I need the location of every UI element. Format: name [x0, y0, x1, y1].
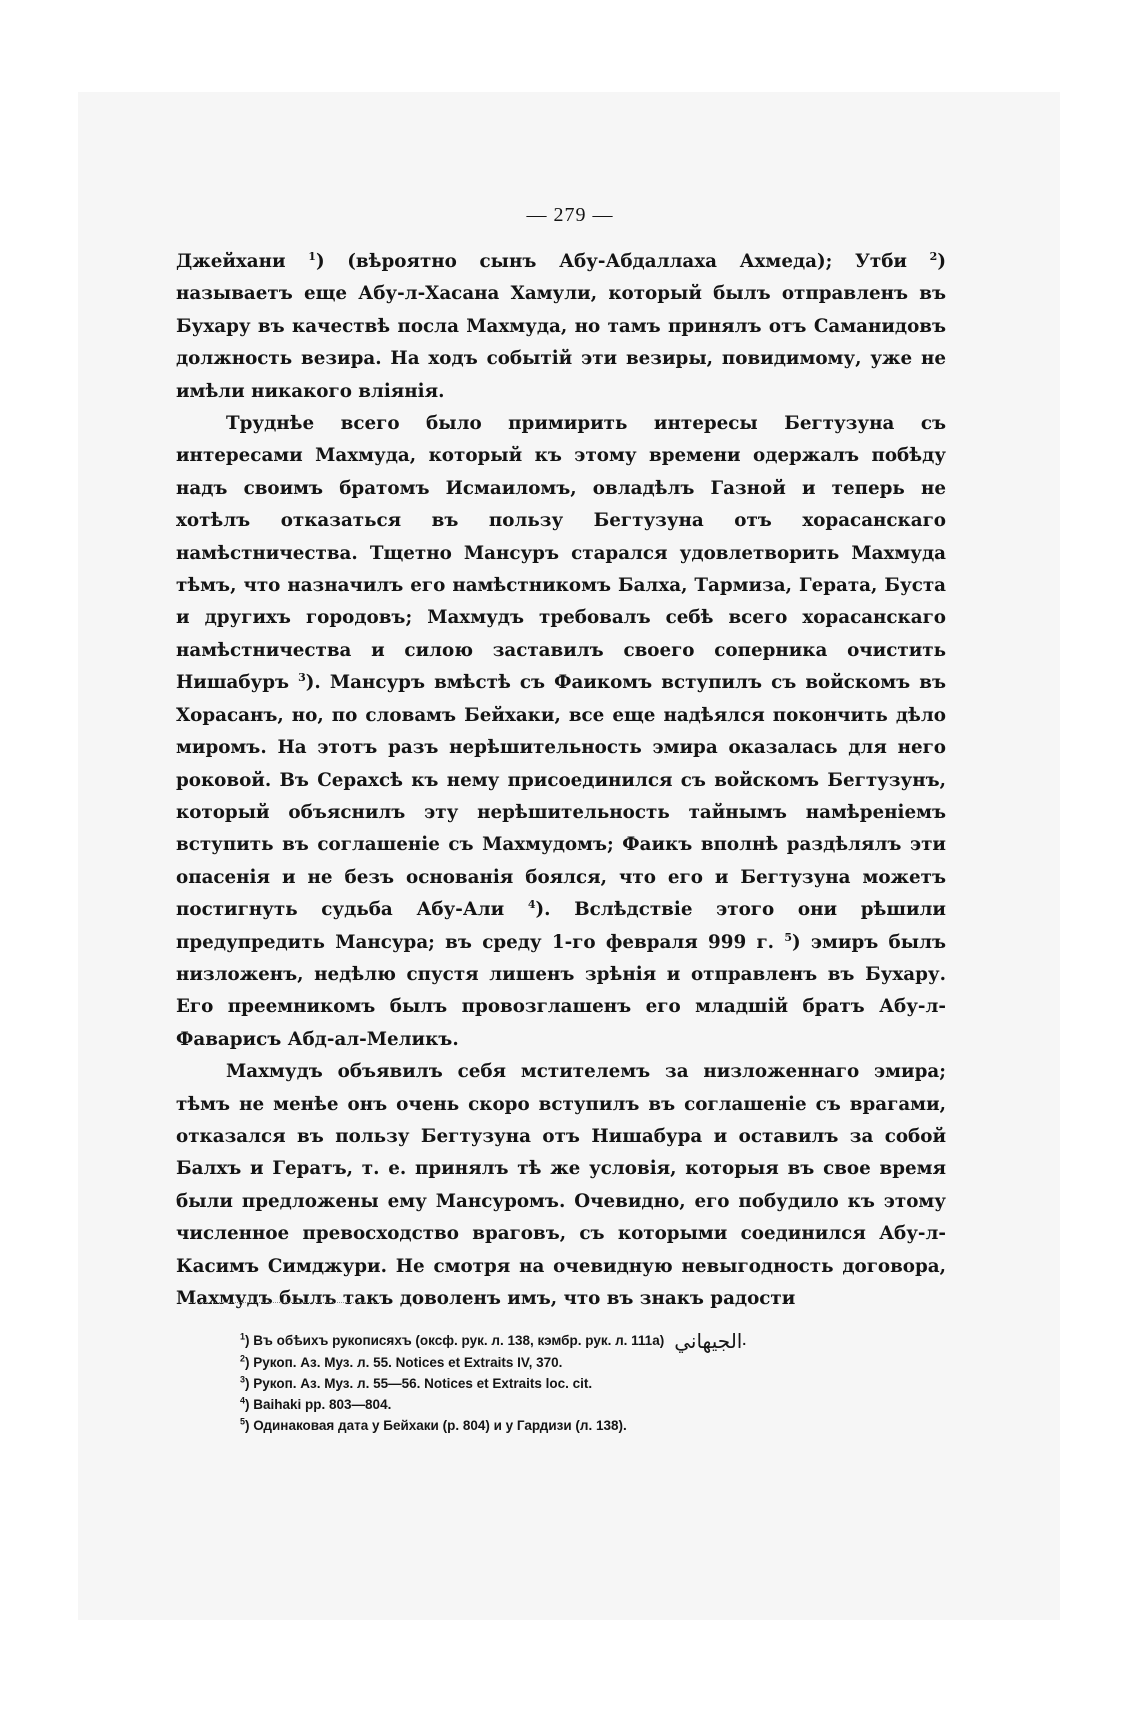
- paragraph: [176, 246, 946, 408]
- footnotes: [240, 1330, 940, 1436]
- footnote: [240, 1415, 940, 1436]
- footnote-separator: [190, 1302, 380, 1303]
- footnote-mark: 4: [240, 1395, 246, 1406]
- text-run: ) называетъ еще Абу-л-Хасана Хамули, который былъ отправленъ въ Бухару въ качествѣ посла Махмуда, но тамъ принялъ отъ Саманидовъ должность везира. На ходъ событій эти везиры, повидимому, уже не имѣли никакого вліянія.: [176, 251, 946, 402]
- footnote-mark: 3: [240, 1374, 246, 1385]
- main-text: [176, 246, 946, 1315]
- footnote-ref: 2: [929, 249, 938, 263]
- footnote-ref: 1: [308, 249, 316, 263]
- footnote-ref: 5: [784, 930, 792, 944]
- page-number: — 279 —: [526, 204, 614, 226]
- footnote: [240, 1394, 940, 1415]
- footnote-mark: 1: [240, 1331, 246, 1342]
- text-run: Махмудъ объявилъ себя мстителемъ за низложеннаго эмира; тѣмъ не менѣе онъ очень скоро вступилъ въ соглашеніе съ врагами, отказался въ пользу Бегтузуна отъ Нишабура и оставилъ за собой Балхъ и Гератъ, т. е. принялъ тѣ же условія, которыя въ свое время были предложены ему Мансуромъ. Очевидно, его побудило къ этому численное превосходство враговъ, съ которыми соединился Абу-л-Касимъ Симджури. Не смотря на очевидную невыгодность договора, Махмудъ былъ такъ доволенъ имъ, что въ знакъ радости: [176, 1061, 946, 1309]
- arabic-name: الجيهاني: [674, 1329, 743, 1353]
- footnote-text: ) Рукоп. Аз. Муз. л. 55. Notices et Extraits IV, 370.: [245, 1355, 563, 1370]
- footnote-text: ) Въ обѣихъ рукописяхъ (оксф. рук. л. 138, кэмбр. рук. л. 111а): [245, 1333, 665, 1348]
- text-run: Труднѣе всего было примирить интересы Бегтузуна съ интересами Махмуда, который къ этому времени одержалъ побѣду надъ своимъ братомъ Исмаиломъ, овладѣлъ Газной и теперь не хотѣлъ отказаться въ пользу Бегтузуна отъ хорасанскаго намѣстничества. Тщетно Мансуръ старался удовлетворить Махмуда тѣмъ, что назначилъ его намѣстникомъ Балха, Тармиза, Герата, Буста и другихъ городовъ; Махмудъ требовалъ себѣ всего хорасанскаго намѣстничества и силою заставилъ своего соперника очистить Нишабуръ: [176, 413, 946, 694]
- text-run: ). Мансуръ вмѣстѣ съ Фаикомъ вступилъ съ войскомъ въ Хорасанъ, но, по словамъ Бейхаки, все еще надѣялся покончить дѣло миромъ. На этотъ разъ нерѣшительность эмира оказалась для него роковой. Въ Серахсѣ къ нему присоединился съ войскомъ Бегтузунъ, который объяснилъ эту нерѣшительность тайнымъ намѣреніемъ вступить въ соглашеніе съ Махмудомъ; Фаикъ вполнѣ раздѣлялъ эти опасенія и не безъ основанія боялся, что его и Бегтузуна можетъ постигнуть судьба Абу-Али: [176, 672, 947, 921]
- footnote: [240, 1373, 940, 1394]
- footnote-text: ) Baihaki pp. 803—804.: [245, 1397, 392, 1412]
- footnote-text: ) Одинаковая дата у Бейхаки (р. 804) и у Гардизи (л. 138).: [245, 1418, 627, 1433]
- footnote-ref: 4: [527, 898, 536, 912]
- text-run: Джейхани: [176, 251, 309, 272]
- footnote-text: ) Рукоп. Аз. Муз. л. 55—56. Notices et Extraits loc. cit.: [245, 1376, 593, 1391]
- footnote: [240, 1352, 940, 1373]
- footnote-mark: 2: [240, 1353, 246, 1364]
- footnote-mark: 5: [240, 1416, 246, 1427]
- text-run: ) (вѣроятно сынъ Абу-Абдаллаха Ахмеда); Утби: [315, 251, 930, 272]
- paragraph: [176, 408, 946, 1056]
- text-run: ) эмиръ былъ низложенъ, недѣлю спустя лишенъ зрѣнія и отправленъ въ Бухару. Его преемникомъ былъ провозглашенъ его младшій братъ Абу-л-Фаварисъ Абд-ал-Меликъ.: [176, 931, 946, 1050]
- text-run: ). Вслѣдствіе этого они рѣшили предупредить Мансура; въ среду 1-го февраля 999 г.: [176, 899, 946, 953]
- footnote: [240, 1330, 940, 1352]
- paragraph: [176, 1056, 946, 1315]
- footnote-end: .: [742, 1333, 747, 1348]
- footnote-ref: 3: [298, 671, 306, 685]
